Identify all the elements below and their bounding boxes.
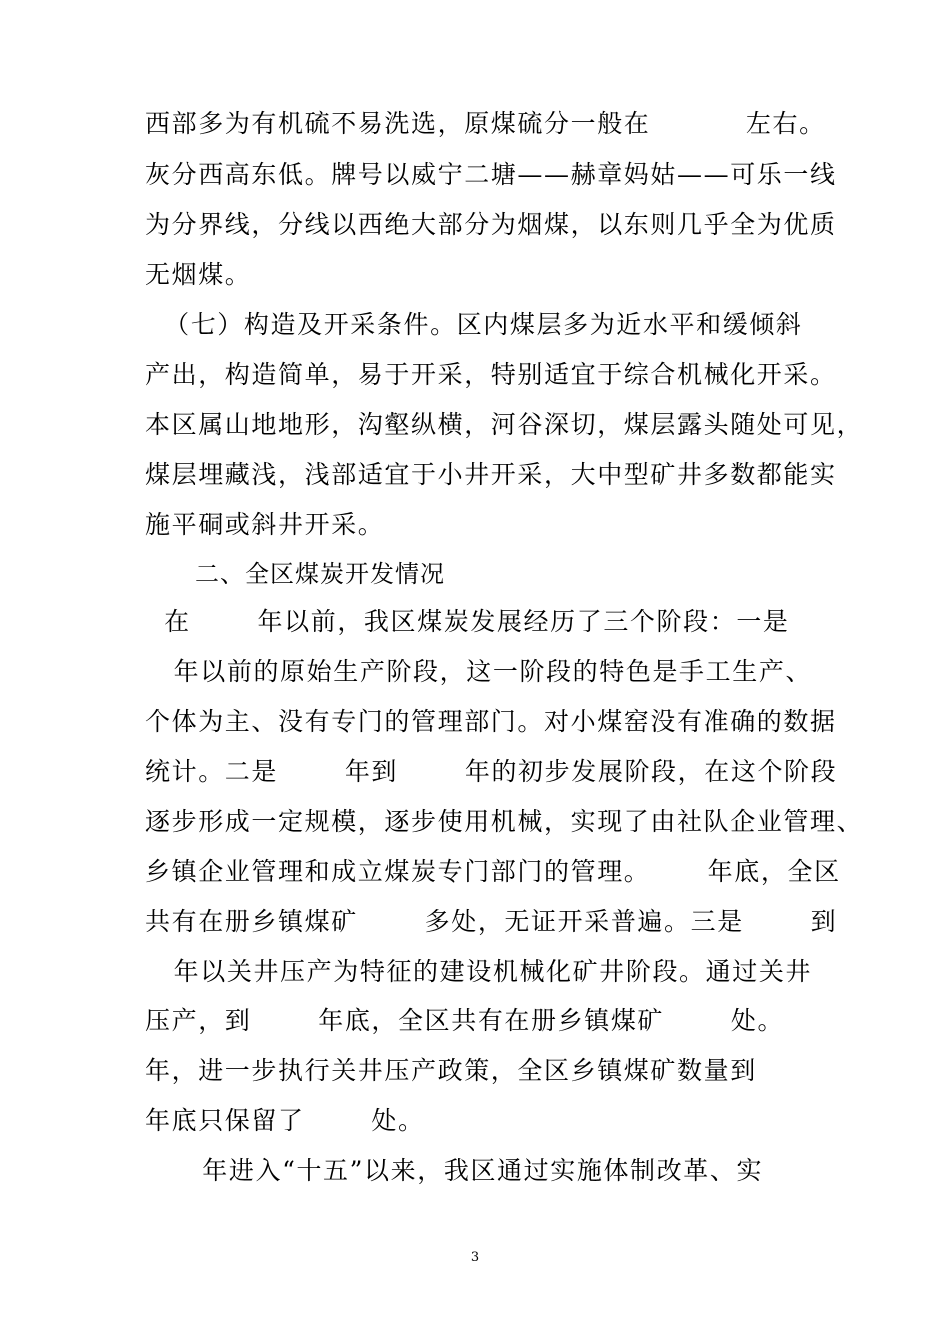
text-line-17: 共有在册乡镇煤矿 多处，无证开采普遍。三是 到 xyxy=(145,907,838,936)
text-line-12: 年以前的原始生产阶段，这一阶段的特色是手工生产、 xyxy=(145,657,813,686)
text-line-5: （七）构造及开采条件。区内煤层多为近水平和缓倾斜 xyxy=(145,310,803,339)
text-line-22: 年进入“十五”以来，我区通过实施体制改革、实 xyxy=(145,1156,764,1185)
section-heading: 二、全区煤炭开发情况 xyxy=(195,560,445,588)
text-line-19: 压产，到 年底，全区共有在册乡镇煤矿 处。 xyxy=(145,1006,785,1035)
text-line-8: 煤层埋藏浅，浅部适宜于小井开采，大中型矿井多数都能实 xyxy=(145,460,837,489)
text-line-7: 本区属山地地形，沟壑纵横，河谷深切，煤层露头随处可见， xyxy=(145,410,864,439)
text-line-2: 灰分西高东低。牌号以威宁二塘——赫章妈姑——可乐一线 xyxy=(145,160,837,189)
text-line-15: 逐步形成一定规模，逐步使用机械，实现了由社队企业管理、 xyxy=(145,807,864,836)
text-line-21: 年底只保留了 处。 xyxy=(145,1106,425,1135)
text-line-20: 年，进一步执行关井压产政策，全区乡镇煤矿数量到 xyxy=(145,1056,757,1085)
text-line-16: 乡镇企业管理和成立煤炭专门部门的管理。 年底，全区 xyxy=(145,857,841,886)
page-number: 3 xyxy=(470,1250,480,1265)
text-line-13: 个体为主、没有专门的管理部门。对小煤窑没有准确的数据 xyxy=(145,707,837,736)
text-line-9: 施平硐或斜井开采。 xyxy=(145,510,385,539)
text-line-4: 无烟煤。 xyxy=(145,260,252,289)
text-line-14: 统计。二是 年到 年的初步发展阶段，在这个阶段 xyxy=(145,757,838,786)
text-line-6: 产出，构造简单，易于开采，特别适宜于综合机械化开采。 xyxy=(145,360,837,389)
text-line-11: 在 年以前，我区煤炭发展经历了三个阶段：一是 xyxy=(145,607,790,636)
text-line-1: 西部多为有机硫不易洗选，原煤硫分一般在 左右。 xyxy=(145,109,826,138)
text-line-18: 年以关井压产为特征的建设机械化矿井阶段。通过关井 xyxy=(145,957,813,986)
text-line-3: 为分界线，分线以西绝大部分为烟煤，以东则几乎全为优质 xyxy=(145,210,837,239)
